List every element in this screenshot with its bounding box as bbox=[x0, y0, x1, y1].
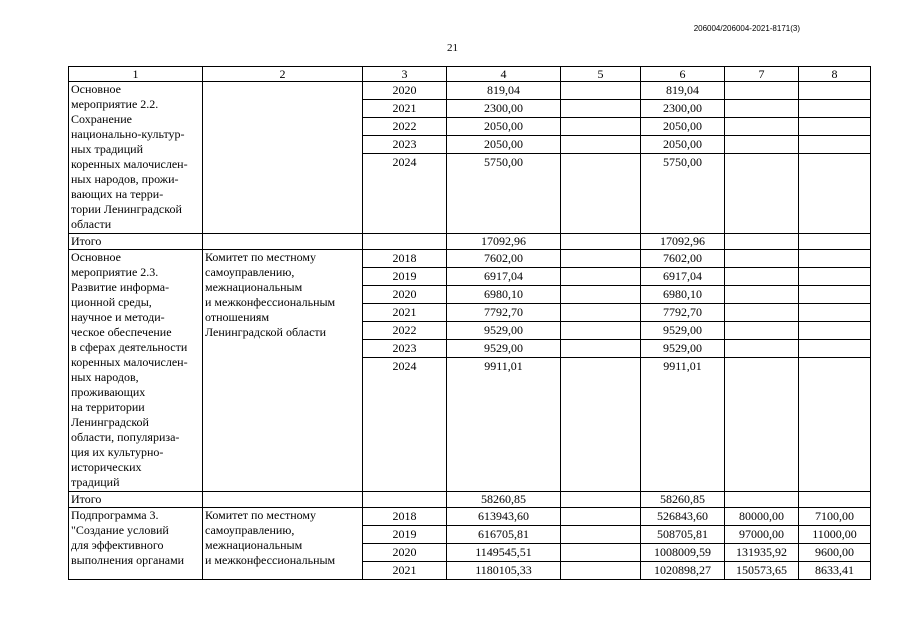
col7-cell bbox=[725, 358, 799, 492]
activity-name-cell bbox=[69, 250, 203, 492]
col5-cell bbox=[561, 100, 641, 118]
regional-budget-cell: 508705,81 bbox=[641, 526, 725, 544]
activity-name-line: проживающих bbox=[71, 385, 146, 399]
regional-budget-cell: 9529,00 bbox=[641, 322, 725, 340]
col7-cell bbox=[725, 304, 799, 322]
col8-cell: 9600,00 bbox=[799, 544, 871, 562]
col7-cell bbox=[725, 340, 799, 358]
year-cell: 2019 bbox=[363, 526, 447, 544]
total-amount-cell: 9529,00 bbox=[447, 322, 561, 340]
executor-line: Ленинградской области bbox=[205, 325, 327, 339]
year-cell: 2024 bbox=[363, 154, 447, 234]
col5-cell bbox=[561, 358, 641, 492]
col-header-3: 3 bbox=[363, 67, 447, 82]
column-header-row bbox=[69, 67, 871, 82]
col5-cell bbox=[561, 82, 641, 100]
col8-cell bbox=[799, 118, 871, 136]
total-amount-cell: 6980,10 bbox=[447, 286, 561, 304]
total-row bbox=[69, 492, 871, 508]
executor-line: межнациональным bbox=[205, 538, 303, 552]
col5-cell bbox=[561, 286, 641, 304]
year-cell: 2020 bbox=[363, 544, 447, 562]
year-cell: 2019 bbox=[363, 268, 447, 286]
activity-name-line: для эффективного bbox=[71, 538, 164, 552]
activity-name-line: Ленинградской bbox=[71, 415, 149, 429]
total-col5-cell bbox=[561, 234, 641, 250]
year-cell: 2021 bbox=[363, 562, 447, 580]
year-cell: 2021 bbox=[363, 100, 447, 118]
total-row bbox=[69, 234, 871, 250]
total-year-cell bbox=[363, 234, 447, 250]
executor-line: Комитет по местному bbox=[205, 250, 317, 264]
year-cell: 2020 bbox=[363, 286, 447, 304]
total-sum-cell: 58260,85 bbox=[447, 492, 561, 508]
activity-name-cell bbox=[69, 508, 203, 580]
activity-name-line: Развитие информа- bbox=[71, 280, 170, 294]
year-cell: 2024 bbox=[363, 358, 447, 492]
year-cell: 2022 bbox=[363, 118, 447, 136]
col7-cell: 80000,00 bbox=[725, 508, 799, 526]
col5-cell bbox=[561, 250, 641, 268]
total-amount-cell: 6917,04 bbox=[447, 268, 561, 286]
total-sum-cell: 17092,96 bbox=[447, 234, 561, 250]
total-label: Итого bbox=[69, 234, 203, 250]
regional-budget-cell: 9911,01 bbox=[641, 358, 725, 492]
col8-cell bbox=[799, 322, 871, 340]
activity-name-line: ных народов, прожи- bbox=[71, 172, 179, 186]
col-header-7: 7 bbox=[725, 67, 799, 82]
col-header-4: 4 bbox=[447, 67, 561, 82]
regional-budget-cell: 6917,04 bbox=[641, 268, 725, 286]
executor-cell bbox=[203, 250, 363, 492]
col7-cell bbox=[725, 118, 799, 136]
regional-budget-cell: 1008009,59 bbox=[641, 544, 725, 562]
total-regional-cell: 17092,96 bbox=[641, 234, 725, 250]
total-col7-cell bbox=[725, 492, 799, 508]
year-cell: 2023 bbox=[363, 136, 447, 154]
col7-cell bbox=[725, 136, 799, 154]
budget-table bbox=[68, 66, 871, 580]
col8-cell bbox=[799, 250, 871, 268]
col7-cell bbox=[725, 100, 799, 118]
activity-name-line: Основное bbox=[71, 82, 121, 96]
col7-cell: 97000,00 bbox=[725, 526, 799, 544]
col-header-5: 5 bbox=[561, 67, 641, 82]
total-executor-cell bbox=[203, 234, 363, 250]
table-row bbox=[69, 508, 871, 526]
regional-budget-cell: 2050,00 bbox=[641, 118, 725, 136]
total-label: Итого bbox=[69, 492, 203, 508]
activity-name-cell bbox=[69, 82, 203, 234]
col7-cell bbox=[725, 286, 799, 304]
executor-cell bbox=[203, 82, 363, 234]
activity-name-line: мероприятие 2.2. bbox=[71, 97, 159, 111]
col5-cell bbox=[561, 154, 641, 234]
total-amount-cell: 2300,00 bbox=[447, 100, 561, 118]
activity-name-line: области, популяриза- bbox=[71, 430, 180, 444]
executor-line: самоуправлению, bbox=[205, 523, 295, 537]
total-amount-cell: 5750,00 bbox=[447, 154, 561, 234]
total-amount-cell: 2050,00 bbox=[447, 118, 561, 136]
col-header-1: 1 bbox=[69, 67, 203, 82]
col5-cell bbox=[561, 268, 641, 286]
activity-name-line: мероприятие 2.3. bbox=[71, 265, 159, 279]
col8-cell bbox=[799, 340, 871, 358]
col8-cell bbox=[799, 100, 871, 118]
table-row bbox=[69, 250, 871, 268]
col7-cell bbox=[725, 322, 799, 340]
activity-name-line: в сферах деятельности bbox=[71, 340, 188, 354]
total-col7-cell bbox=[725, 234, 799, 250]
executor-cell bbox=[203, 508, 363, 580]
total-amount-cell: 7792,70 bbox=[447, 304, 561, 322]
activity-name-line: национально-культур- bbox=[71, 127, 185, 141]
col-header-8: 8 bbox=[799, 67, 871, 82]
col5-cell bbox=[561, 322, 641, 340]
regional-budget-cell: 9529,00 bbox=[641, 340, 725, 358]
regional-budget-cell: 7792,70 bbox=[641, 304, 725, 322]
activity-name-line: ных традиций bbox=[71, 142, 143, 156]
executor-line: самоуправлению, bbox=[205, 265, 295, 279]
col-header-2: 2 bbox=[203, 67, 363, 82]
document-id: 206004/206004-2021-8171(3) bbox=[693, 24, 800, 33]
year-cell: 2018 bbox=[363, 250, 447, 268]
col8-cell bbox=[799, 154, 871, 234]
col8-cell: 11000,00 bbox=[799, 526, 871, 544]
total-col8-cell bbox=[799, 234, 871, 250]
col8-cell: 7100,00 bbox=[799, 508, 871, 526]
total-amount-cell: 7602,00 bbox=[447, 250, 561, 268]
activity-name-line: исторических bbox=[71, 460, 142, 474]
activity-name-line: традиций bbox=[71, 475, 120, 489]
year-cell: 2022 bbox=[363, 322, 447, 340]
regional-budget-cell: 1020898,27 bbox=[641, 562, 725, 580]
page-number: 21 bbox=[447, 42, 458, 54]
total-amount-cell: 2050,00 bbox=[447, 136, 561, 154]
table-row bbox=[69, 82, 871, 100]
total-amount-cell: 1180105,33 bbox=[447, 562, 561, 580]
activity-name-line: коренных малочислен- bbox=[71, 157, 188, 171]
activity-name-line: выполнения органами bbox=[71, 553, 185, 567]
total-col5-cell bbox=[561, 492, 641, 508]
total-regional-cell: 58260,85 bbox=[641, 492, 725, 508]
regional-budget-cell: 819,04 bbox=[641, 82, 725, 100]
col8-cell bbox=[799, 82, 871, 100]
activity-name-line: ческое обеспечение bbox=[71, 325, 172, 339]
col5-cell bbox=[561, 340, 641, 358]
regional-budget-cell: 7602,00 bbox=[641, 250, 725, 268]
col7-cell: 150573,65 bbox=[725, 562, 799, 580]
total-amount-cell: 819,04 bbox=[447, 82, 561, 100]
col5-cell bbox=[561, 526, 641, 544]
col8-cell bbox=[799, 304, 871, 322]
col7-cell bbox=[725, 82, 799, 100]
col8-cell: 8633,41 bbox=[799, 562, 871, 580]
total-amount-cell: 616705,81 bbox=[447, 526, 561, 544]
regional-budget-cell: 2300,00 bbox=[641, 100, 725, 118]
activity-name-line: ция их культурно- bbox=[71, 445, 164, 459]
col7-cell: 131935,92 bbox=[725, 544, 799, 562]
activity-name-line: ных народов, bbox=[71, 370, 139, 384]
col5-cell bbox=[561, 304, 641, 322]
activity-name-line: ционной среды, bbox=[71, 295, 152, 309]
activity-name-line: Подпрограмма 3. bbox=[71, 508, 159, 522]
col5-cell bbox=[561, 136, 641, 154]
total-executor-cell bbox=[203, 492, 363, 508]
col7-cell bbox=[725, 154, 799, 234]
executor-line: отношениям bbox=[205, 310, 270, 324]
executor-line: межнациональным bbox=[205, 280, 303, 294]
total-amount-cell: 9911,01 bbox=[447, 358, 561, 492]
col8-cell bbox=[799, 358, 871, 492]
total-amount-cell: 9529,00 bbox=[447, 340, 561, 358]
activity-name-line: Основное bbox=[71, 250, 121, 264]
total-col8-cell bbox=[799, 492, 871, 508]
activity-name-line: на территории bbox=[71, 400, 145, 414]
executor-line: Комитет по местному bbox=[205, 508, 317, 522]
col8-cell bbox=[799, 268, 871, 286]
col5-cell bbox=[561, 508, 641, 526]
regional-budget-cell: 6980,10 bbox=[641, 286, 725, 304]
col7-cell bbox=[725, 250, 799, 268]
executor-line: и межконфессиональным bbox=[205, 295, 336, 309]
regional-budget-cell: 526843,60 bbox=[641, 508, 725, 526]
col-header-6: 6 bbox=[641, 67, 725, 82]
executor-line: и межконфессиональным bbox=[205, 553, 336, 567]
activity-name-line: "Создание условий bbox=[71, 523, 169, 537]
col8-cell bbox=[799, 136, 871, 154]
total-year-cell bbox=[363, 492, 447, 508]
activity-name-line: вающих на терри- bbox=[71, 187, 164, 201]
col8-cell bbox=[799, 286, 871, 304]
year-cell: 2020 bbox=[363, 82, 447, 100]
activity-name-line: Сохранение bbox=[71, 112, 132, 126]
regional-budget-cell: 5750,00 bbox=[641, 154, 725, 234]
col5-cell bbox=[561, 544, 641, 562]
year-cell: 2018 bbox=[363, 508, 447, 526]
year-cell: 2021 bbox=[363, 304, 447, 322]
total-amount-cell: 1149545,51 bbox=[447, 544, 561, 562]
year-cell: 2023 bbox=[363, 340, 447, 358]
col5-cell bbox=[561, 562, 641, 580]
activity-name-line: области bbox=[71, 217, 112, 231]
activity-name-line: научное и методи- bbox=[71, 310, 165, 324]
total-amount-cell: 613943,60 bbox=[447, 508, 561, 526]
activity-name-line: тории Ленинградской bbox=[71, 202, 182, 216]
col5-cell bbox=[561, 118, 641, 136]
regional-budget-cell: 2050,00 bbox=[641, 136, 725, 154]
activity-name-line: коренных малочислен- bbox=[71, 355, 188, 369]
col7-cell bbox=[725, 268, 799, 286]
